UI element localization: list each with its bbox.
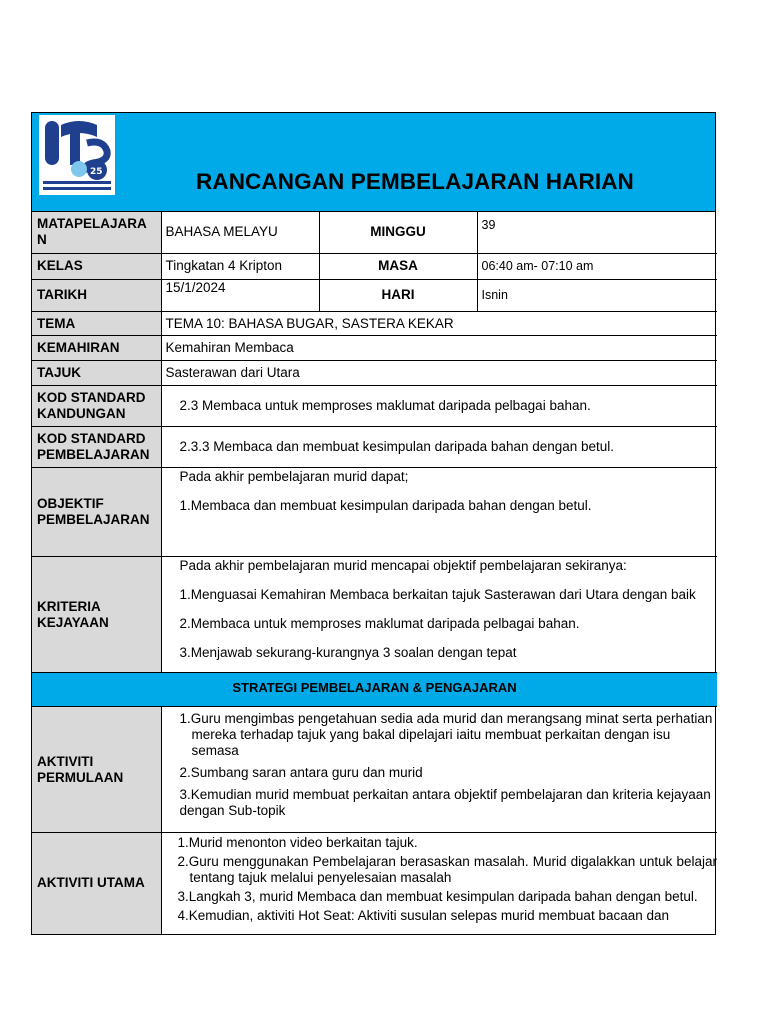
tarikh-label: TARIKH (32, 279, 161, 311)
table-row (32, 253, 717, 279)
permulaan-label: AKTIVITI PERMULAAN (32, 707, 161, 833)
table-row (32, 212, 717, 253)
kelas-label: KELAS (32, 253, 161, 279)
kemahiran-value: Kemahiran Membaca (161, 336, 717, 361)
kelas-value: Tingkatan 4 Kripton (161, 253, 319, 279)
hari-label: HARI (319, 279, 477, 311)
objektif-cell (161, 468, 717, 557)
ts25-logo-icon (39, 115, 115, 195)
table-row (32, 361, 717, 386)
tajuk-label: TAJUK (32, 361, 161, 386)
utama-item: 2.Guru menggunakan Pembelajaran berasaskan masalah. Murid digalakkan untuk belajar tentang tajuk melalui penyelesaian masalah (177, 854, 717, 885)
details-table (32, 311, 717, 934)
masa-value: 06:40 am- 07:10 am (477, 253, 717, 279)
table-row (32, 312, 717, 336)
permulaan-cell (161, 707, 717, 833)
table-row (32, 557, 717, 673)
tarikh-value: 15/1/2024 (161, 279, 319, 311)
ksk-label: KOD STANDARD KANDUNGAN (32, 386, 161, 427)
tema-label: TEMA (32, 312, 161, 336)
permulaan-item: 1.Guru mengimbas pengetahuan sedia ada murid dan merangsang minat serta perhatian mereka terhadap tajuk yang bakal dipelajari iaitu membuat perkaitan dengan isu semasa (179, 711, 713, 758)
header-banner (32, 113, 715, 212)
minggu-value: 39 (477, 212, 717, 253)
utama-item: 1.Murid menonton video berkaitan tajuk. (177, 835, 418, 850)
ksp-label: KOD STANDARD PEMBELAJARAN (32, 427, 161, 468)
kriteria-cell (161, 557, 717, 673)
objektif-label: OBJEKTIF PEMBELAJARAN (32, 468, 161, 557)
kemahiran-label: KEMAHIRAN (32, 336, 161, 361)
svg-text:25: 25 (90, 167, 103, 177)
info-table (32, 212, 717, 311)
page-title: RANCANGAN PEMBELAJARAN HARIAN (196, 169, 634, 194)
table-row (32, 386, 717, 427)
objektif-item: 1.Membaca dan membuat kesimpulan daripada bahan dengan betul. (179, 498, 592, 513)
tajuk-value: Sasterawan dari Utara (161, 361, 717, 386)
matapelajaran-label: MATAPELAJARA N (32, 212, 161, 253)
masa-label: MASA (319, 253, 477, 279)
permulaan-item: 3.Kemudian murid membuat perkaitan antara objektif pembelajaran dan kriteria kejayaan dengan Sub-topik (179, 787, 711, 818)
objektif-intro: Pada akhir pembelajaran murid dapat; (179, 469, 409, 484)
kriteria-item: 1.Menguasai Kemahiran Membaca berkaitan tajuk Sasterawan dari Utara dengan baik (179, 587, 696, 602)
matapelajaran-value: BAHASA MELAYU (161, 212, 319, 253)
table-row (32, 336, 717, 361)
utama-cell (161, 833, 717, 934)
ksp-value: 2.3.3 Membaca dan membuat kesimpulan daripada bahan dengan betul. (161, 427, 717, 468)
kriteria-label: KRITERIA KEJAYAAN (32, 557, 161, 673)
table-row (32, 427, 717, 468)
section-row (32, 673, 717, 707)
utama-item: 4.Kemudian, aktiviti Hot Seat: Aktiviti susulan selepas murid membuat bacaan dan (177, 908, 670, 923)
minggu-label: MINGGU (319, 212, 477, 253)
kriteria-item: 2.Membaca untuk memproses maklumat daripada pelbagai bahan. (179, 616, 580, 631)
permulaan-item: 2.Sumbang saran antara guru dan murid (179, 765, 423, 780)
ksk-value: 2.3 Membaca untuk memproses maklumat daripada pelbagai bahan. (161, 386, 717, 427)
lesson-plan-document (31, 112, 716, 935)
utama-label: AKTIVITI UTAMA (32, 833, 161, 934)
table-row (32, 468, 717, 557)
kriteria-item: 3.Menjawab sekurang-kurangnya 3 soalan dengan tepat (179, 645, 517, 660)
utama-item: 3.Langkah 3, murid Membaca dan membuat kesimpulan daripada bahan dengan betul. (177, 889, 698, 904)
tema-value: TEMA 10: BAHASA BUGAR, SASTERA KEKAR (161, 312, 717, 336)
kriteria-intro: Pada akhir pembelajaran murid mencapai objektif pembelajaran sekiranya: (179, 558, 627, 573)
ts25-logo (39, 115, 115, 195)
table-row (32, 833, 717, 934)
table-row (32, 707, 717, 833)
hari-value: Isnin (477, 279, 717, 311)
strategi-section-title: STRATEGI PEMBELAJARAN & PENGAJARAN (32, 673, 717, 707)
table-row (32, 279, 717, 311)
